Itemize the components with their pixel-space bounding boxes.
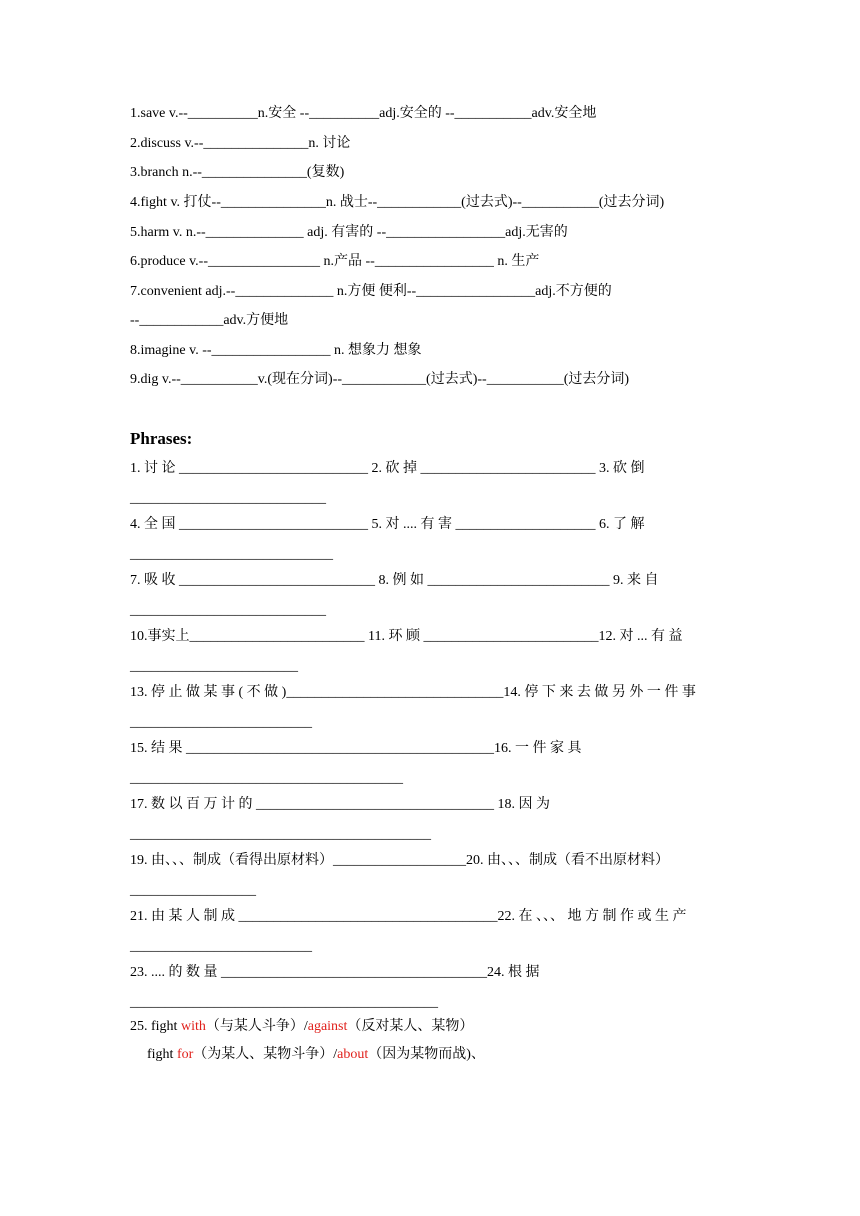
vocab-line-5: 5.harm v. n.--______________ adj. 有害的 --_________________adj.无害的: [130, 225, 568, 240]
phrase-row-2: 4. 全 国 ___________________________ 5. 对 .... 有 害 ____________________ 6. 了 解: [130, 517, 645, 532]
preposition-against: against: [307, 1019, 348, 1034]
preposition-about: about: [337, 1047, 369, 1062]
fight-note-text: fight: [147, 1047, 177, 1062]
phrase-row-1-continued: ____________________________: [130, 491, 326, 506]
phrase-row-5-continued: __________________________: [130, 715, 312, 730]
vocab-line-7-continued: --____________adv.方便地: [130, 313, 289, 328]
phrase-row-3-continued: ____________________________: [130, 603, 326, 618]
phrase-row-10: 23. .... 的 数 量 ______________________________________24. 根 据: [130, 965, 540, 980]
fight-note-text: （为某人、某物斗争）/: [193, 1047, 338, 1062]
vocab-line-9: 9.dig v.--___________v.(现在分词)--____________(过去式)--___________(过去分词): [130, 372, 630, 387]
fight-note-text: （与某人斗争）/: [205, 1019, 308, 1034]
vocab-line-6: 6.produce v.--________________ n.产品 --_________________ n. 生产: [130, 254, 540, 269]
phrase-row-7: 17. 数 以 百 万 计 的 __________________________________ 18. 因 为: [130, 797, 550, 812]
vocab-line-3: 3.branch n.--_______________(复数): [130, 165, 345, 180]
phrase-row-3: 7. 吸 收 ____________________________ 8. 例 如 __________________________ 9. 来 自: [130, 573, 659, 588]
fight-note-text: （反对某人、某物）: [347, 1019, 474, 1034]
phrase-row-5: 13. 停 止 做 某 事 ( 不 做 )_______________________________14. 停 下 来 去 做 另 外 一 件 事: [130, 685, 696, 700]
phrases-heading: Phrases:: [130, 429, 193, 448]
preposition-for: for: [176, 1047, 194, 1062]
fight-note-line-2: [130, 1046, 747, 1064]
phrase-row-7-continued: ___________________________________________: [130, 827, 431, 842]
vocab-line-7: 7.convenient adj.--______________ n.方便 便利--_________________adj.不方便的: [130, 284, 612, 299]
phrase-row-9: 21. 由 某 人 制 成 _____________________________________22. 在 、、、 地 方 制 作 或 生 产: [130, 909, 687, 924]
fight-note-line-1: [130, 1018, 730, 1036]
phrase-row-6: 15. 结 果 ____________________________________________16. 一 件 家 具: [130, 741, 582, 756]
vocab-line-2: 2.discuss v.--_______________n. 讨论: [130, 136, 351, 151]
phrase-row-10-continued: ____________________________________________: [130, 995, 438, 1010]
vocab-line-4: 4.fight v. 打仗--_______________n. 战士--____________(过去式)--___________(过去分词): [130, 195, 665, 210]
phrase-row-4-continued: ________________________: [130, 659, 298, 674]
phrase-row-9-continued: __________________________: [130, 939, 312, 954]
phrase-row-1: 1. 讨 论 ___________________________ 2. 砍 掉 _________________________ 3. 砍 倒: [130, 461, 645, 476]
preposition-with: with: [180, 1019, 206, 1034]
phrase-row-6-continued: _______________________________________: [130, 771, 403, 786]
phrase-row-8-continued: __________________: [130, 883, 256, 898]
fight-note-text: （因为某物而战)、: [368, 1047, 485, 1062]
phrase-row-8: 19. 由、、、制成（看得出原材料）___________________20. 由、、、制成（看不出原材料）: [130, 853, 669, 868]
vocab-line-8: 8.imagine v. --_________________ n. 想象力 想象: [130, 343, 422, 358]
phrase-row-2-continued: _____________________________: [130, 547, 333, 562]
vocab-line-1: 1.save v.--__________n.安全 --__________adj.安全的 --___________adv.安全地: [130, 106, 597, 121]
fight-note-text: 25. fight: [130, 1019, 181, 1034]
phrase-row-4: 10.事实上_________________________ 11. 环 顾 _________________________12. 对 ... 有 益: [130, 629, 683, 644]
